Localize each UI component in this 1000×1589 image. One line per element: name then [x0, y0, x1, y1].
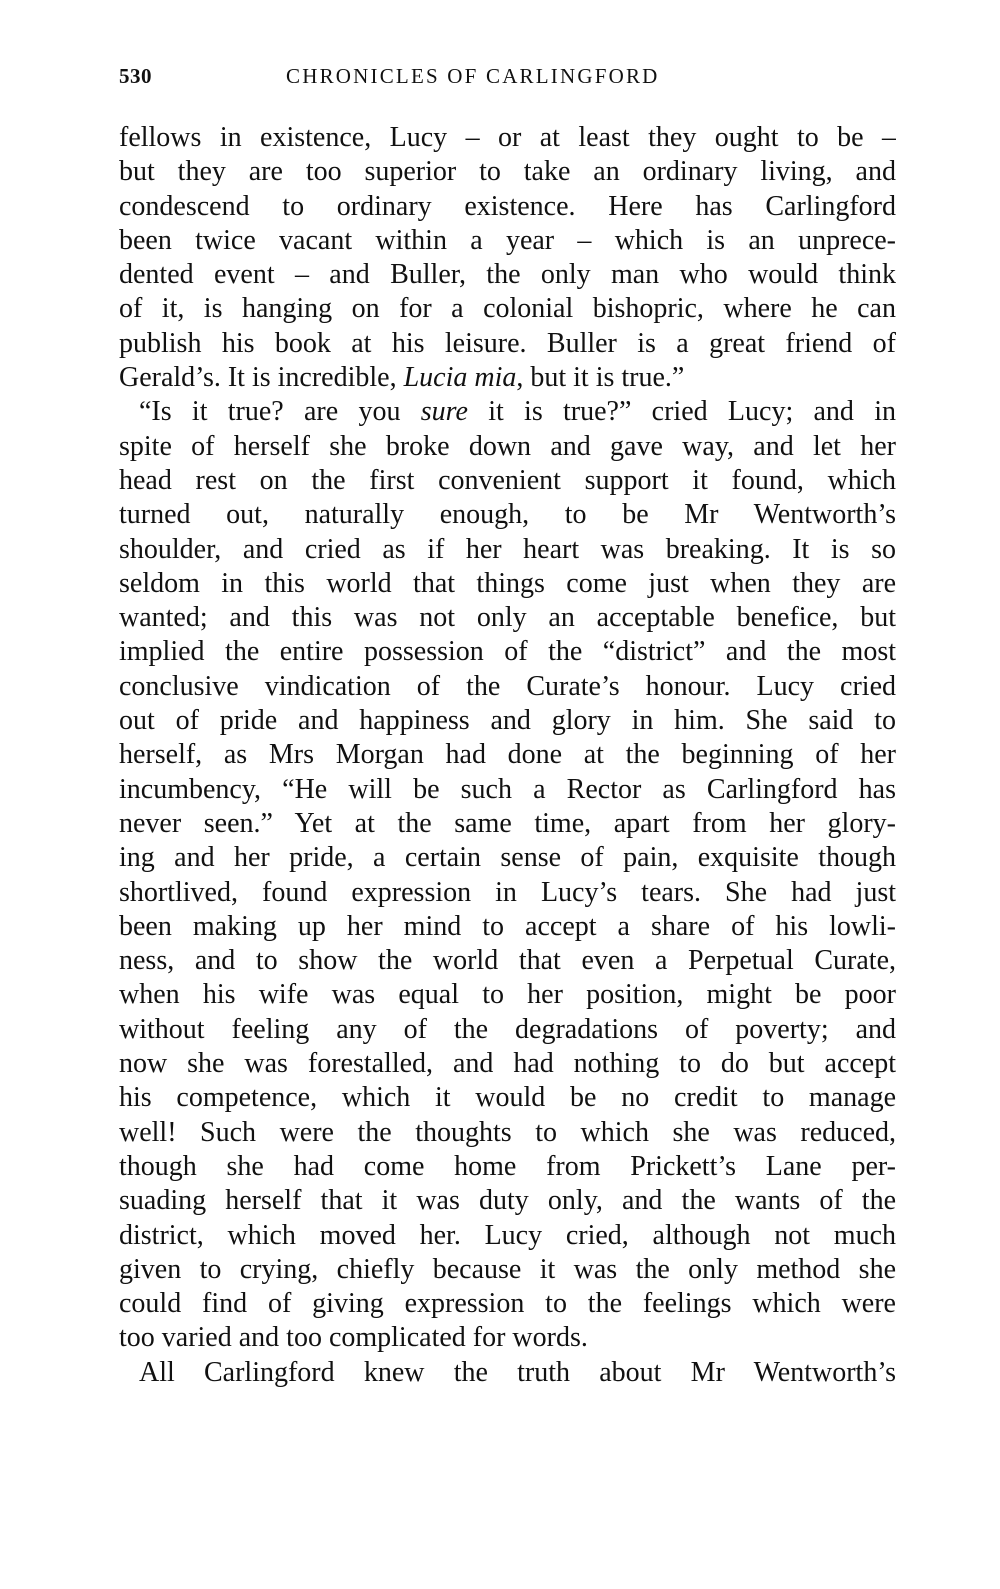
text-line: implied the entire possession of the “district” and the most [119, 636, 896, 668]
text-line: now she was forestalled, and had nothing to do but accept [119, 1048, 896, 1080]
text-line: head rest on the first convenient support it found, which [119, 464, 896, 496]
text-line: incumbency, “He will be such a Rector as Carlingford has [119, 773, 896, 805]
text-line: turned out, naturally enough, to be Mr Wentworth’s [119, 499, 896, 531]
text-line: conclusive vindication of the Curate’s honour. Lucy cried [119, 670, 896, 702]
text-line: been making up her mind to accept a share of his lowli- [119, 910, 896, 942]
text-line: herself, as Mrs Morgan had done at the beginning of her [119, 739, 896, 771]
text-line: ing and her pride, a certain sense of pain, exquisite though [119, 842, 896, 874]
text-line: of it, is hanging on for a colonial bishopric, where he can [119, 293, 896, 325]
text-line: though she had come home from Prickett’s Lane per- [119, 1150, 896, 1182]
text-line: out of pride and happiness and glory in him. She said to [119, 705, 896, 737]
body-text [119, 121, 896, 1390]
text-line: fellows in existence, Lucy – or at least they ought to be – [119, 122, 896, 153]
text-line: condescend to ordinary existence. Here has Carlingford [119, 190, 896, 222]
text-line: too varied and too complicated for words. [119, 1322, 588, 1354]
text-segment: it is true?” cried Lucy; and in [467, 396, 896, 428]
book-title: CHRONICLES OF CARLINGFORD [286, 64, 660, 88]
text-line: shoulder, and cried as if her heart was breaking. It is so [119, 533, 896, 565]
text-line: publish his book at his leisure. Buller is a great friend of [119, 327, 896, 359]
text-line: spite of herself she broke down and gave way, and let her [119, 430, 896, 462]
text-line: given to crying, chiefly because it was the only method she [119, 1253, 896, 1285]
text-line: district, which moved her. Lucy cried, although not much [119, 1219, 896, 1251]
text-line: All Carlingford knew the truth about Mr Wentworth’s [139, 1356, 896, 1388]
running-head [119, 64, 896, 100]
text-line [119, 361, 896, 395]
text-line: never seen.” Yet at the same time, apart from her glory- [119, 807, 896, 839]
text-line: could find of giving expression to the feelings which were [119, 1288, 896, 1320]
text-line: his competence, which it would be no credit to manage [119, 1082, 896, 1114]
text-line: seldom in this world that things come just when they are [119, 567, 896, 599]
text-line: without feeling any of the degradations of poverty; and [119, 1013, 896, 1045]
text-line: suading herself that it was duty only, and the wants of the [119, 1185, 896, 1217]
text-segment: , but it is true.” [516, 362, 685, 394]
text-line: shortlived, found expression in Lucy’s tears. She had just [119, 876, 896, 908]
text-line: but they are too superior to take an ordinary living, and [119, 156, 896, 188]
text-segment: “Is it true? are you [139, 396, 421, 428]
text-line: dented event – and Buller, the only man who would think [119, 259, 896, 291]
text-line: wanted; and this was not only an acceptable benefice, but [119, 602, 896, 634]
text-segment: Gerald’s. It is incredible, [119, 362, 404, 394]
page-number: 530 [119, 64, 152, 88]
text-line: well! Such were the thoughts to which she was reduced, [119, 1116, 896, 1148]
text-line: when his wife was equal to her position, might be poor [119, 979, 896, 1011]
text-line: been twice vacant within a year – which is an unprece- [119, 224, 896, 256]
text-line: ness, and to show the world that even a Perpetual Curate, [119, 945, 896, 977]
italic-text: Lucia mia [403, 362, 517, 394]
italic-text: sure [420, 396, 468, 428]
text-line [119, 395, 896, 429]
